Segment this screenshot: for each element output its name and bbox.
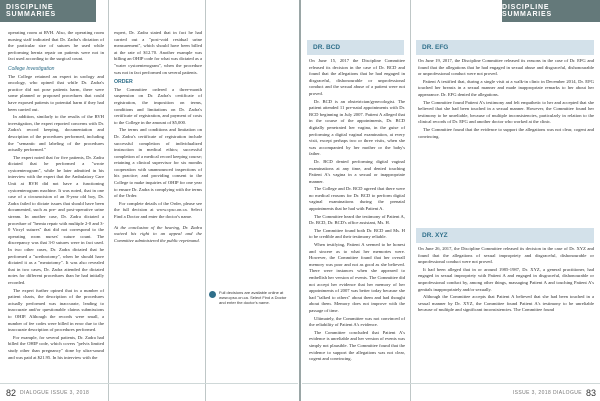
paragraph: Dr. BCD denied performing digital vaginal examinations at any time, and denied touching Patient A's vagina in a sexual or inappropriate manner. xyxy=(309,158,405,184)
left-column-1 xyxy=(8,30,104,362)
paragraph: Ultimately, the Committee was not convinced of the reliability of Patient A's evidence. xyxy=(309,315,405,328)
section-title-dr-efg: DR. EFG xyxy=(416,40,594,55)
right-column-2-bottom xyxy=(418,246,594,315)
paragraph: The Committee found that the evidence to support the allegations was not clear, cogent and convincing. xyxy=(418,126,594,139)
subheading-order: ORDER xyxy=(114,79,133,86)
paragraph: The Committee concluded that Patient A's evidence is unreliable and her version of events was simply not plausible. The Committee found that the evidence to support the allegations was not clear, cogent and convincing. xyxy=(309,329,405,362)
info-icon xyxy=(209,291,216,298)
section-title-dr-bcd: DR. BCD xyxy=(307,40,404,55)
full-decision-note xyxy=(209,290,293,305)
right-column-1 xyxy=(309,58,405,364)
paragraph: The Committee found Patient A's testimony and felt empathetic to her and accepted that she believed that she had been touched in a sexual manner. However, the Committee found her testimony to be unreliable, because of multiple inconsistencies, particularly in relation to the clinical records of Dr. EFG and another doctor who worked at the clinic. xyxy=(418,99,594,125)
left-page-header: DISCIPLINE SUMMARIES xyxy=(0,0,96,22)
paragraph: For example, for several patients, Dr. Zadra had billed the OHIP code, which covers "pelvis limited study other than pregnancy" done by ultra-sound and was paid at $21.95. In his interview with the xyxy=(8,334,104,360)
paragraph: On June 15, 2017 the Discipline Committee released its decision in the case of Dr. BCD and found that the allegations that he had engaged in disgraceful, dishonourable or unprofessional conduct and the sexual abuse of a patient were not proved. xyxy=(309,58,405,96)
paragraph: The expert further opined that in a number of patient charts, the description of the procedures actually performed was inaccurate, leading to inaccurate and/or questionable claims submissions to OHIP. Although the records were small, a number of fee codes were billed in error due to the inaccurate description of procedures performed. xyxy=(8,287,104,333)
column-divider xyxy=(108,0,109,401)
column-divider xyxy=(410,0,411,401)
left-column-2 xyxy=(114,30,202,245)
paragraph: When testifying, Patient A seemed to be honest and sincere as to what her memories were. However, the Committee found that her overall memory was poor and not as good as she believed. There were instances when she appeared to embellish her version of events. The Committee did not accept her evidence that her memory of her appointments of 2007 was better today because she had "talked to others" about them and had thought about them. Memory does not improve with the passage of time. xyxy=(309,242,405,313)
section-title-dr-xyz: DR. XYZ xyxy=(416,228,594,243)
note-text: Full decisions are available online at www.cpso.on.ca. Select Find a Doctor and enter the doctor's name. xyxy=(219,290,287,305)
paragraph: The terms and conditions and limitation on Dr. Zadra's certificate of registration include successful completion of individualized instruction in medical ethics; successful completion of a medical record keeping course; retaining a clinical supervisor for six months cooperation with unannounced inspections of his practice; and providing consent to the College to make inquiries of OHIP for one year to ensure Dr. Zadra is complying with the terms of the Order. xyxy=(114,127,202,199)
paragraph: Although the Committee accepts that Patient A believed that she had been touched in a sexual manner by Dr. XYZ, the Committee found Patient A's testimony to be unreliable because of multiple and significant inconsistencies. The Committee found xyxy=(418,294,594,313)
paragraph: Patient A testified that, during a single visit at a walk-in clinic in December 2014, Dr. EFG touched her breasts in a sexual manner and made inappropriate remarks to her about her appearance. Dr. EFG denied the allegations. xyxy=(418,78,594,97)
paragraph: The College and Dr. BCD agreed that there were no medical reasons for Dr. BCD to perform digital vaginal examinations during the prenatal appointments that he had with Patient A. xyxy=(309,186,405,212)
paragraph: The College retained an expert in urology and oncology, who opined that while Dr. Zadra's practice did not pose patients harm, there were some planned or proposed procedures that could have exposed patients to potential harm if they had been carried out. xyxy=(8,73,104,112)
publication-title: ISSUE 3, 2018 DIALOGUE xyxy=(512,389,582,396)
page-spine xyxy=(299,0,301,401)
paragraph: The Committee ordered a three-month suspension on Dr. Zadra's certificate of registration, the imposition on terms, conditions and limitations on Dr. Zadra's certificate of registration, and payment of costs to the College in the amount of $5,000. xyxy=(114,86,202,125)
paragraph: The Committee heard the testimony of Patient A, Dr. BCD, Dr. BCD's office assistant, Ms. H. xyxy=(309,213,405,226)
page-number: 82 xyxy=(6,387,17,398)
paragraph: Dr. BCD is an obstetrician/gynecologist. The patient attended 11 pre-natal appointments with Dr. BCD beginning in July 2007. Patient A alleged that in the course of the appointments, Dr. BCD digitally penetrated her vagina, in the guise of performing a digital vaginal examination, at every visit, except perhaps two or three visits, when she was accompanied by her mother or the baby's father. xyxy=(309,98,405,157)
publication-title: DIALOGUE ISSUE 3, 2018 xyxy=(20,389,90,396)
right-column-2-top xyxy=(418,58,594,141)
paragraph: expert, Dr. Zadra stated that in fact he had carried out a "post-void residual urine measurement", which should have been billed at the rate of $12.70. Another example was billing an OHIP code for what was dictated as a "water cystoenterogram", when the procedure was not in fact performed on several patients. xyxy=(114,30,202,75)
paragraph: On June 19, 2017, the Discipline Committee released its reasons in the case of Dr. EFG and found that the allegations that he had engaged in sexual abuse and disgraceful, dishonourable or unprofessional conduct were not proved. xyxy=(418,58,594,77)
subheading-college-investigation: College Investigation xyxy=(8,65,55,72)
paragraph: The expert noted that for five patients, Dr. Zadra dictated that he performed a "wrote cystoenterogram", while he later admitted in his interview with the expert that the Ambulatory Care Unit at RVH did not have a functioning cystoenterogram machine. It was noted, that in one case of a circumcision of an 8-year old boy, Dr. Zadra failed to dictate issues that should have been documented, such as pre- and post-operative urine stream. In another case, Dr. Zadra dictated a procedure of "hernia repair with multiple 2-0 and 3-0 Vicryl sutures" that did not correspond to the operating room nurses' suture count. The discrepancy was that 3-0 sutures were in fact used. In two other cases, Dr. Zadra dictated that he performed a "urethrotomy", when he should have dictated it as a "meatotomy". It was also revealed that in two cases, Dr. Zadra attended the dictated notes for different procedures than he had initially recorded. xyxy=(8,154,104,285)
right-page-footer xyxy=(513,384,596,401)
left-page-footer xyxy=(6,384,89,401)
paragraph: For complete details of the Order, please see the full decision at www.cpso.on.ca. Select Find a Doctor and enter the doctor's name. xyxy=(114,200,202,220)
column-divider xyxy=(205,0,206,401)
paragraph: operating room at RVH. Also, the operating room nursing staff indicated that Dr. Zadra's dictation of the particular size of sutures he used while performing hernia repair on patients were not in fact used according to the surgical count. xyxy=(8,30,104,62)
paragraph: In addition, similarly to the results of the RVH investigation, the expert reported concerns with Dr. Zadra's record keeping, documentation and description of the procedures performed, including the "semantic and labeling of the procedures actually performed." xyxy=(8,114,104,153)
right-page-header: DISCIPLINE SUMMARIES xyxy=(502,0,600,22)
paragraph: It had been alleged that in or around 1985-1987, Dr. XYZ, a general practitioner, had engaged in sexual impropriety with Patient A and engaged in disgraceful, dishonourable or unprofessional conduct by, among other things, massaging Patient A and touching Patient A's genitals inappropriately and/or sexually. xyxy=(418,266,594,292)
italic-statement: At the conclusion of the hearing, Dr. Zadra waived his right to an appeal and the Committee administered the public reprimand. xyxy=(114,224,202,243)
page-number: 83 xyxy=(585,387,596,398)
paragraph: The Committee found both Dr. BCD and Ms. H to be credible and their testimony reliable. xyxy=(309,227,405,240)
paragraph: On June 26, 2017, the Discipline Committee released its decision in the case of Dr. XYZ and found that the allegations of sexual impropriety and disgraceful, dishonourable or unprofessional conduct were not proved. xyxy=(418,246,594,265)
